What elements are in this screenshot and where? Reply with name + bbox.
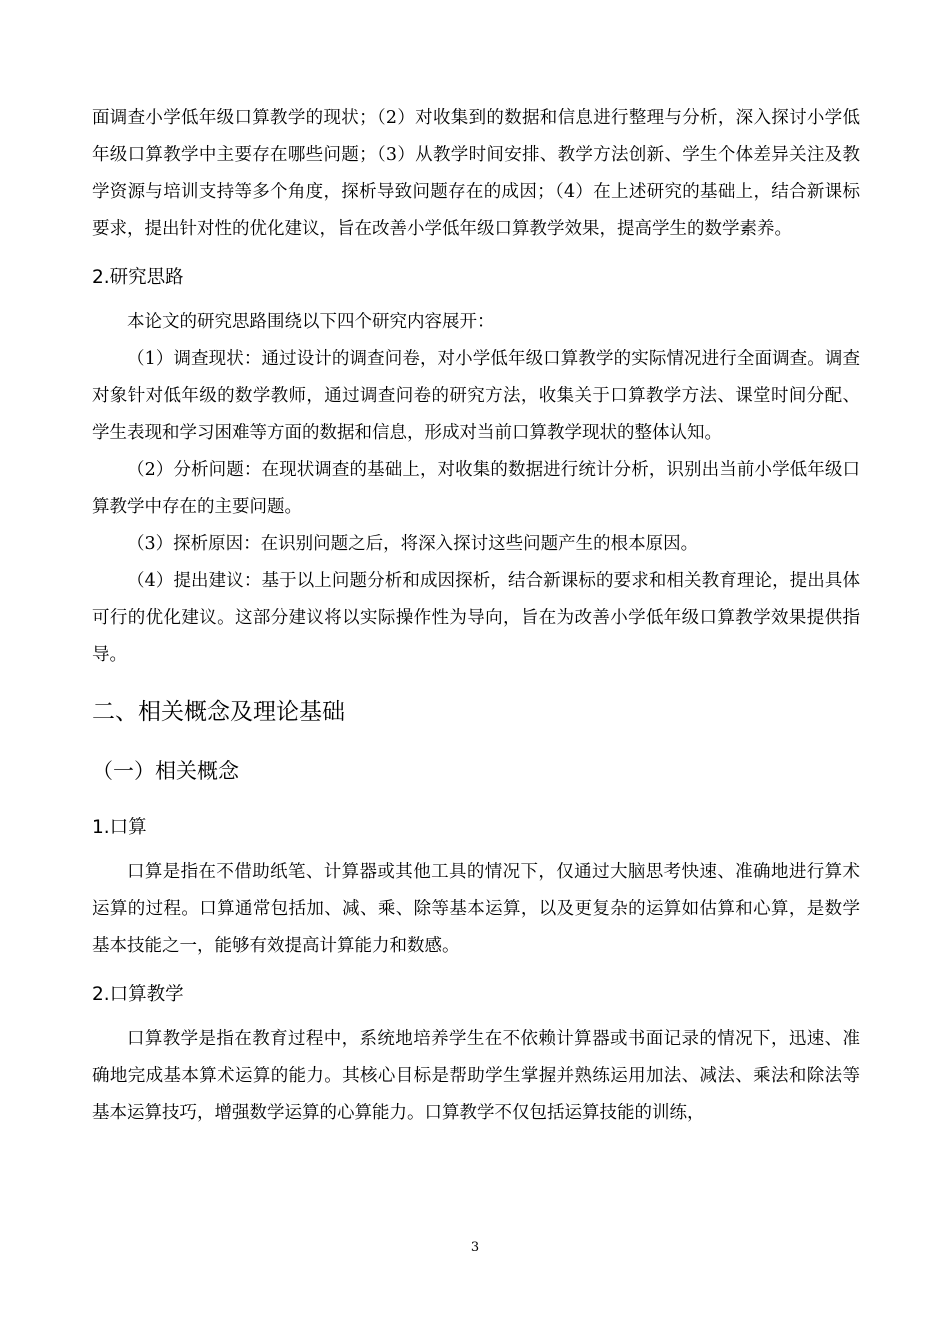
research-approach-heading: 2.研究思路 — [92, 267, 184, 288]
concept-2-heading: 2.口算教学 — [92, 984, 184, 1005]
page-number: 3 — [470, 1240, 480, 1255]
research-step-4: （4）提出建议：基于以上问题分析和成因探析，结合新课标的要求和相关教育理论，提出具体可行的优化建议。这部分建议将以实际操作性为导向，旨在为改善小学低年级口算教学效果提供指导。 — [92, 571, 860, 665]
research-step-3: （3）探析原因：在识别问题之后，将深入探讨这些问题产生的根本原因。 — [127, 534, 699, 554]
concept-1-body: 口算是指在不借助纸笔、计算器或其他工具的情况下，仅通过大脑思考快速、准确地进行算术运算的过程。口算通常包括加、减、乘、除等基本运算，以及更复杂的运算如估算和心算，是数学基本技能之一，能够有效提高计算能力和数感。 — [92, 862, 860, 956]
research-approach-intro: 本论文的研究思路围绕以下四个研究内容展开： — [127, 312, 495, 332]
research-step-1: （1）调查现状：通过设计的调查问卷，对小学低年级口算教学的实际情况进行全面调查。调查对象针对低年级的数学教师，通过调查问卷的研究方法，收集关于口算教学方法、课堂时间分配、学生表现和学习困难等方面的数据和信息，形成对当前口算教学现状的整体认知。 — [92, 349, 860, 443]
chapter-heading: 二、相关概念及理论基础 — [92, 699, 345, 725]
concept-2-body: 口算教学是指在教育过程中，系统地培养学生在不依赖计算器或书面记录的情况下，迅速、准确地完成基本算术运算的能力。其核心目标是帮助学生掌握并熟练运用加法、减法、乘法和除法等基本运算技巧，增强数学运算的心算能力。口算教学不仅包括运算技能的训练， — [92, 1029, 860, 1123]
document-page — [92, 100, 860, 1132]
section-heading: （一）相关概念 — [92, 759, 239, 783]
concept-1-heading: 1.口算 — [92, 817, 147, 838]
intro-continued-paragraph: 面调查小学低年级口算教学的现状；（2）对收集到的数据和信息进行整理与分析，深入探讨小学低年级口算教学中主要存在哪些问题；（3）从教学时间安排、教学方法创新、学生个体差异关注及教学资源与培训支持等多个角度，探析导致问题存在的成因；（4）在上述研究的基础上，结合新课标要求，提出针对性的优化建议，旨在改善小学低年级口算教学效果，提高学生的数学素养。 — [92, 108, 860, 239]
research-step-2: （2）分析问题：在现状调查的基础上，对收集的数据进行统计分析，识别出当前小学低年级口算教学中存在的主要问题。 — [92, 460, 860, 517]
